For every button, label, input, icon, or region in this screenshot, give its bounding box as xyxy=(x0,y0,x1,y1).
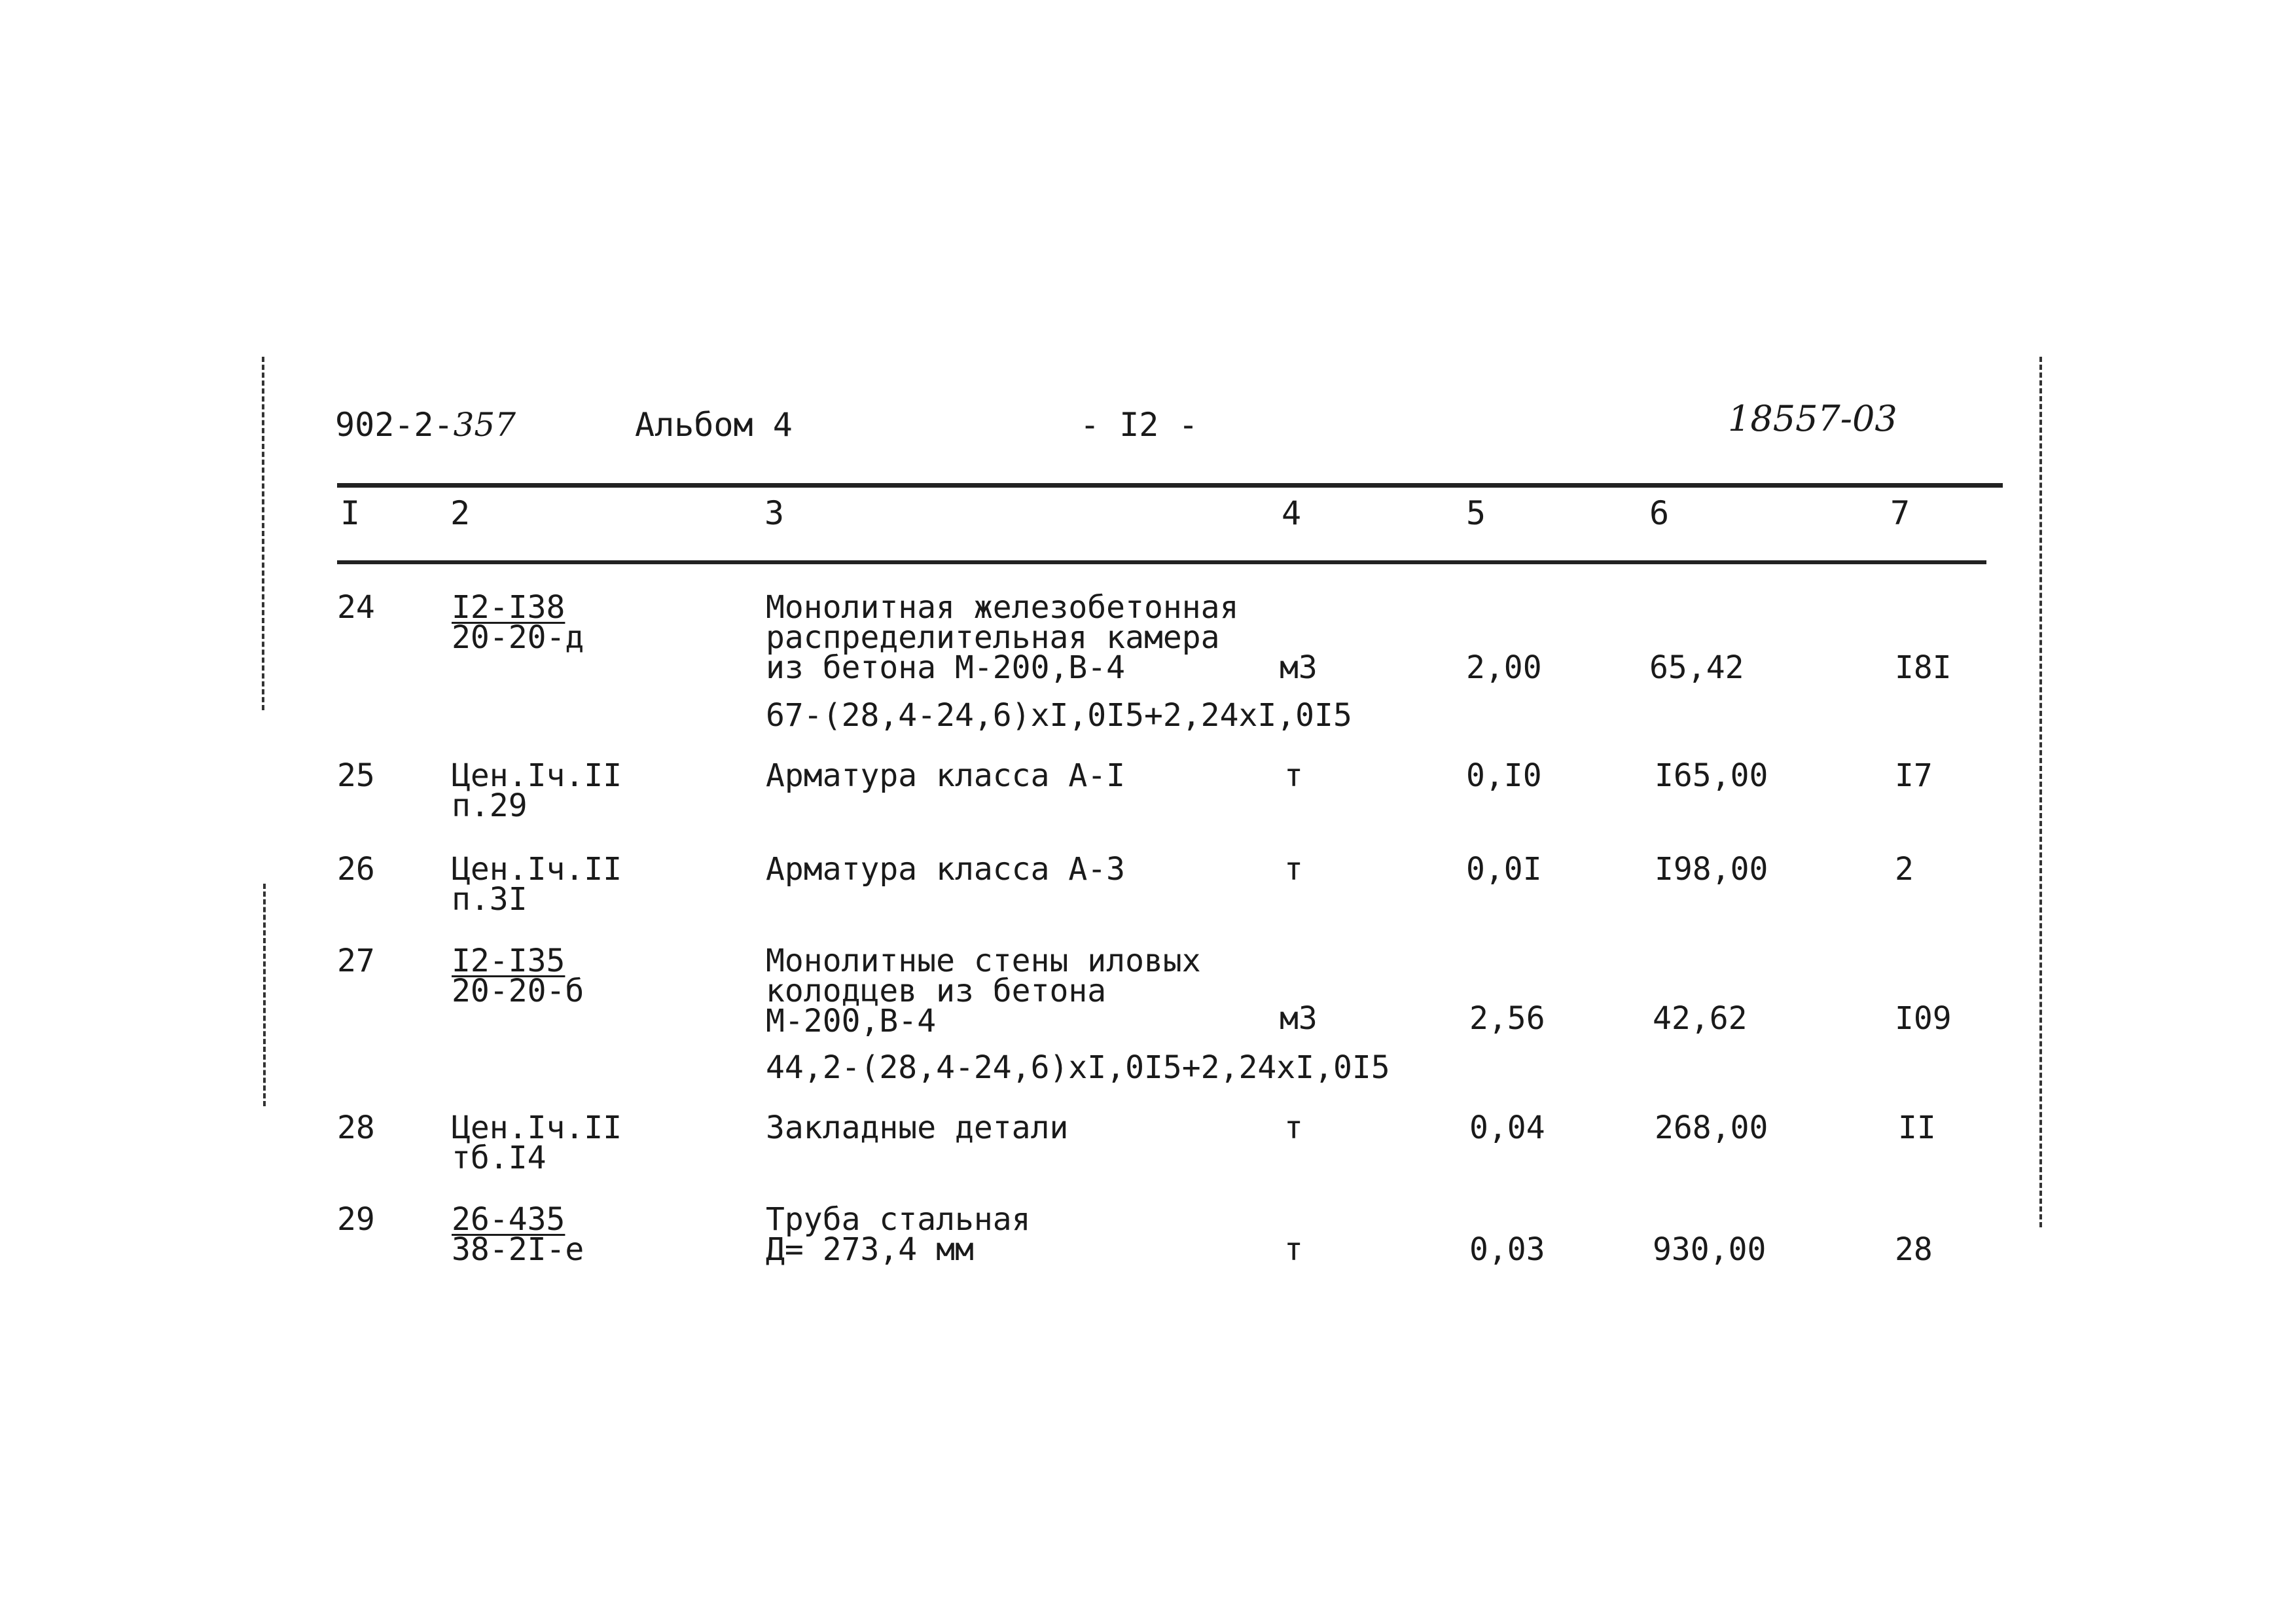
reference xyxy=(452,757,622,824)
quantity: 0,I0 xyxy=(1466,757,1542,794)
header-top-rule xyxy=(337,483,2003,488)
description-line: Д= 273,4 мм xyxy=(766,1231,974,1268)
reference-top: 26-435 xyxy=(452,1201,565,1238)
description xyxy=(766,1110,1069,1146)
reference xyxy=(452,1110,622,1176)
reference-bottom: 20-20-б xyxy=(452,973,584,1009)
quantity: 2,56 xyxy=(1469,1000,1545,1037)
unit: т xyxy=(1284,1110,1303,1146)
unit: т xyxy=(1284,757,1303,794)
unit-price: 65,42 xyxy=(1649,649,1744,686)
unit-price: I65,00 xyxy=(1655,757,1768,794)
col-5-header: 5 xyxy=(1466,494,1486,532)
reference xyxy=(452,851,622,918)
reference xyxy=(452,943,584,1009)
unit: м3 xyxy=(1280,649,1318,686)
reference xyxy=(452,1201,584,1268)
project-code-suffix: 357 xyxy=(453,406,516,444)
description-line: Арматура класса А-I xyxy=(766,757,1126,794)
right-margin-line xyxy=(2039,357,2042,1227)
total: I8I xyxy=(1895,649,1952,686)
reference-top: Цен.Iч.II xyxy=(452,851,622,888)
description-line: из бетона М-200,В-4 xyxy=(766,649,1126,686)
col-1-header: I xyxy=(340,494,361,532)
quantity: 0,0I xyxy=(1466,851,1542,888)
col-7-header: 7 xyxy=(1890,494,1910,532)
description-line: М-200,В-4 xyxy=(766,1003,937,1039)
total: I09 xyxy=(1895,1000,1952,1037)
row-number: 28 xyxy=(337,1110,375,1146)
description-line: Монолитные стены иловых xyxy=(766,943,1201,979)
quantity: 0,03 xyxy=(1469,1231,1545,1268)
total: 2 xyxy=(1895,851,1914,888)
reference-bottom: п.29 xyxy=(452,787,528,824)
project-code-prefix: 902-2- xyxy=(335,406,454,444)
description-line: Арматура класса А-3 xyxy=(766,851,1126,888)
unit-price: 42,62 xyxy=(1653,1000,1748,1037)
row-number: 25 xyxy=(337,757,375,794)
unit-price: I98,00 xyxy=(1655,851,1768,888)
row-number: 26 xyxy=(337,851,375,888)
description xyxy=(766,851,1126,888)
unit: м3 xyxy=(1280,1000,1318,1037)
unit-price: 268,00 xyxy=(1655,1110,1768,1146)
reference-top: I2-I38 xyxy=(452,589,565,626)
row-number: 29 xyxy=(337,1201,375,1238)
description-line: Закладные детали xyxy=(766,1110,1069,1146)
calculation: 67-(28,4-24,6)хI,0I5+2,24хI,0I5 xyxy=(766,697,1352,734)
col-4-header: 4 xyxy=(1282,494,1302,532)
description xyxy=(766,943,1201,1039)
quantity: 0,04 xyxy=(1469,1110,1545,1146)
col-6-header: 6 xyxy=(1649,494,1670,532)
description-line: распределительная камера xyxy=(766,619,1220,656)
description xyxy=(766,757,1126,794)
page-number: - I2 - xyxy=(1080,406,1198,444)
description xyxy=(766,589,1239,686)
album-label: Альбом 4 xyxy=(635,406,793,444)
description-line: Монолитная железобетонная xyxy=(766,589,1239,626)
reference-bottom: тб.I4 xyxy=(452,1140,547,1176)
unit: т xyxy=(1284,1231,1303,1268)
total: 28 xyxy=(1895,1231,1933,1268)
calculation: 44,2-(28,4-24,6)хI,0I5+2,24хI,0I5 xyxy=(766,1049,1390,1086)
total: II xyxy=(1898,1110,1936,1146)
unit-price: 930,00 xyxy=(1653,1231,1767,1268)
left-margin-line-lower xyxy=(263,884,266,1106)
reference-top: Цен.Iч.II xyxy=(452,757,622,794)
reference-bottom: 20-20-д xyxy=(452,619,584,656)
row-number: 27 xyxy=(337,943,375,979)
reference xyxy=(452,589,584,656)
sheet-number: 18557-03 xyxy=(1728,398,1897,439)
quantity: 2,00 xyxy=(1466,649,1542,686)
project-code xyxy=(335,406,516,444)
description xyxy=(766,1201,1031,1268)
reference-bottom: п.3I xyxy=(452,881,528,918)
col-3-header: 3 xyxy=(764,494,785,532)
unit: т xyxy=(1284,851,1303,888)
description-line: колодцев из бетона xyxy=(766,973,1107,1009)
header-bottom-rule xyxy=(337,560,1986,564)
reference-top: Цен.Iч.II xyxy=(452,1110,622,1146)
row-number: 24 xyxy=(337,589,375,626)
reference-bottom: 38-2I-е xyxy=(452,1231,584,1268)
left-margin-line xyxy=(262,357,264,710)
total: I7 xyxy=(1895,757,1933,794)
col-2-header: 2 xyxy=(450,494,471,532)
description-line: Труба стальная xyxy=(766,1201,1031,1238)
reference-top: I2-I35 xyxy=(452,943,565,979)
